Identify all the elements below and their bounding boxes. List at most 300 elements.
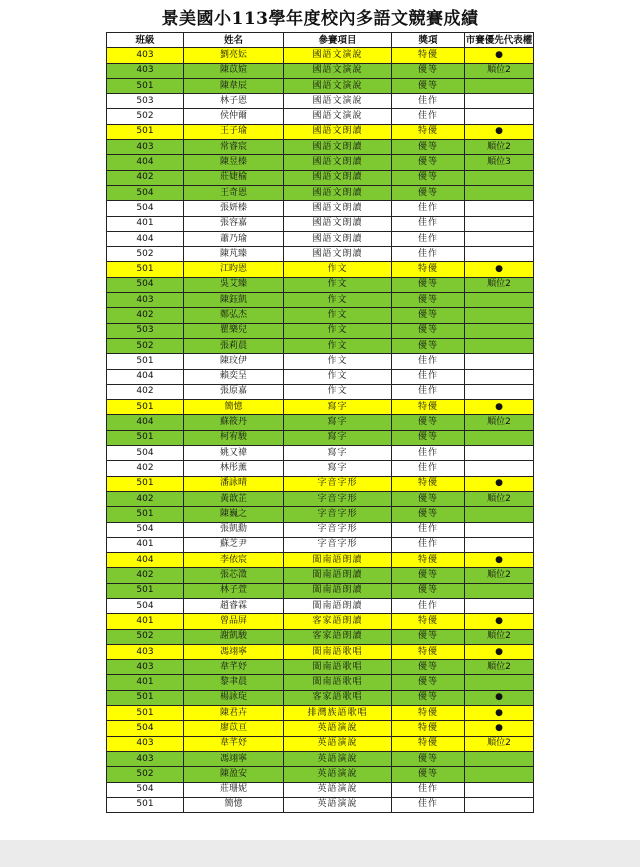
name-cell: 王奇恩 — [184, 185, 284, 200]
representative-cell — [465, 293, 534, 308]
table-row — [107, 751, 534, 766]
name-cell: 韋芊妤 — [184, 736, 284, 751]
representative-cell — [465, 507, 534, 522]
representative-cell — [465, 767, 534, 782]
representative-cell: ● — [465, 124, 534, 139]
class-cell: 502 — [107, 629, 184, 644]
results-body — [107, 48, 534, 813]
award-cell: 佳作 — [392, 201, 465, 216]
name-cell: 姚又禕 — [184, 446, 284, 461]
class-cell: 501 — [107, 262, 184, 277]
class-cell: 502 — [107, 109, 184, 124]
name-cell: 吳艾臻 — [184, 277, 284, 292]
table-row — [107, 660, 534, 675]
representative-cell: 順位2 — [465, 660, 534, 675]
item-cell: 國語文朗讀 — [284, 201, 392, 216]
table-row — [107, 400, 534, 415]
item-cell: 作文 — [284, 323, 392, 338]
award-cell: 特優 — [392, 721, 465, 736]
item-cell: 英語演說 — [284, 736, 392, 751]
item-cell: 國語文朗讀 — [284, 124, 392, 139]
representative-cell: 順位2 — [465, 736, 534, 751]
class-cell: 501 — [107, 430, 184, 445]
name-cell: 張妍榛 — [184, 201, 284, 216]
representative-cell: ● — [465, 690, 534, 705]
class-cell: 403 — [107, 644, 184, 659]
name-cell: 馮翊寧 — [184, 644, 284, 659]
table-row — [107, 491, 534, 506]
item-cell: 國語文朗讀 — [284, 140, 392, 155]
header-class: 班級 — [107, 33, 184, 48]
representative-cell — [465, 675, 534, 690]
class-cell: 502 — [107, 767, 184, 782]
name-cell: 林子恩 — [184, 94, 284, 109]
class-cell: 501 — [107, 124, 184, 139]
table-row — [107, 308, 534, 323]
table-row — [107, 170, 534, 185]
class-cell: 404 — [107, 155, 184, 170]
award-cell: 佳作 — [392, 537, 465, 552]
name-cell: 蕭乃瑜 — [184, 231, 284, 246]
table-row — [107, 262, 534, 277]
class-cell: 504 — [107, 522, 184, 537]
name-cell: 韋芊妤 — [184, 660, 284, 675]
award-cell: 優等 — [392, 78, 465, 93]
name-cell: 李依宸 — [184, 553, 284, 568]
name-cell: 楊詠琁 — [184, 690, 284, 705]
class-cell: 402 — [107, 461, 184, 476]
item-cell: 作文 — [284, 308, 392, 323]
page-title: 景美國小113學年度校內多語文競賽成績 — [161, 9, 479, 29]
award-cell: 特優 — [392, 400, 465, 415]
name-cell: 黃歆芷 — [184, 491, 284, 506]
item-cell: 閩南語歌唱 — [284, 660, 392, 675]
name-cell: 潘詠晴 — [184, 476, 284, 491]
class-cell: 501 — [107, 354, 184, 369]
item-cell: 閩南語朗讀 — [284, 553, 392, 568]
award-cell: 佳作 — [392, 446, 465, 461]
representative-cell: 順位2 — [465, 491, 534, 506]
item-cell: 寫字 — [284, 415, 392, 430]
table-row — [107, 415, 534, 430]
class-cell: 402 — [107, 491, 184, 506]
table-row — [107, 629, 534, 644]
class-cell: 502 — [107, 338, 184, 353]
representative-cell: ● — [465, 644, 534, 659]
name-cell: 張芯澂 — [184, 568, 284, 583]
table-row — [107, 446, 534, 461]
class-cell: 401 — [107, 537, 184, 552]
table-row — [107, 338, 534, 353]
representative-cell: 順位2 — [465, 568, 534, 583]
award-cell: 佳作 — [392, 598, 465, 613]
table-row — [107, 782, 534, 797]
award-cell: 優等 — [392, 583, 465, 598]
name-cell: 林子萱 — [184, 583, 284, 598]
item-cell: 國語文朗讀 — [284, 231, 392, 246]
representative-cell — [465, 522, 534, 537]
item-cell: 國語文演說 — [284, 94, 392, 109]
table-row — [107, 797, 534, 812]
name-cell: 江昀恩 — [184, 262, 284, 277]
name-cell: 蘇筱丹 — [184, 415, 284, 430]
award-cell: 優等 — [392, 293, 465, 308]
award-cell: 佳作 — [392, 782, 465, 797]
class-cell: 501 — [107, 690, 184, 705]
item-cell: 閩南語歌唱 — [284, 644, 392, 659]
header-award: 獎項 — [392, 33, 465, 48]
name-cell: 陳韋辰 — [184, 78, 284, 93]
representative-cell: 順位3 — [465, 155, 534, 170]
class-cell: 402 — [107, 170, 184, 185]
name-cell: 常睿宸 — [184, 140, 284, 155]
award-cell: 特優 — [392, 476, 465, 491]
item-cell: 英語演說 — [284, 751, 392, 766]
table-row — [107, 583, 534, 598]
class-cell: 504 — [107, 201, 184, 216]
name-cell: 林彤薰 — [184, 461, 284, 476]
class-cell: 403 — [107, 140, 184, 155]
table-row — [107, 598, 534, 613]
award-cell: 優等 — [392, 308, 465, 323]
table-row — [107, 675, 534, 690]
class-cell: 501 — [107, 78, 184, 93]
item-cell: 排灣族語歌唱 — [284, 706, 392, 721]
award-cell: 優等 — [392, 63, 465, 78]
class-cell: 401 — [107, 675, 184, 690]
table-row — [107, 706, 534, 721]
representative-cell — [465, 109, 534, 124]
representative-cell — [465, 308, 534, 323]
table-row — [107, 430, 534, 445]
table-row — [107, 185, 534, 200]
name-cell: 侯仲爾 — [184, 109, 284, 124]
representative-cell: 順位2 — [465, 277, 534, 292]
class-cell: 504 — [107, 782, 184, 797]
table-row — [107, 124, 534, 139]
representative-cell: ● — [465, 721, 534, 736]
item-cell: 字音字形 — [284, 491, 392, 506]
class-cell: 501 — [107, 706, 184, 721]
item-cell: 寫字 — [284, 446, 392, 461]
name-cell: 簡憶 — [184, 400, 284, 415]
item-cell: 寫字 — [284, 400, 392, 415]
name-cell: 趙睿霖 — [184, 598, 284, 613]
table-row — [107, 277, 534, 292]
name-cell: 陳昱榛 — [184, 155, 284, 170]
table-row — [107, 354, 534, 369]
award-cell: 優等 — [392, 491, 465, 506]
header-item: 參賽項目 — [284, 33, 392, 48]
item-cell: 字音字形 — [284, 537, 392, 552]
table-row — [107, 384, 534, 399]
award-cell: 特優 — [392, 644, 465, 659]
representative-cell: ● — [465, 48, 534, 63]
table-row — [107, 109, 534, 124]
item-cell: 英語演說 — [284, 721, 392, 736]
class-cell: 404 — [107, 231, 184, 246]
class-cell: 403 — [107, 63, 184, 78]
award-cell: 佳作 — [392, 522, 465, 537]
class-cell: 403 — [107, 751, 184, 766]
table-row — [107, 767, 534, 782]
class-cell: 504 — [107, 598, 184, 613]
item-cell: 英語演說 — [284, 782, 392, 797]
item-cell: 寫字 — [284, 430, 392, 445]
name-cell: 陳芃臻 — [184, 247, 284, 262]
table-row — [107, 522, 534, 537]
award-cell: 優等 — [392, 629, 465, 644]
name-cell: 張凱勳 — [184, 522, 284, 537]
table-row — [107, 553, 534, 568]
class-cell: 502 — [107, 247, 184, 262]
item-cell: 作文 — [284, 262, 392, 277]
name-cell: 瞿樂兒 — [184, 323, 284, 338]
class-cell: 402 — [107, 568, 184, 583]
item-cell: 客家語朗讀 — [284, 614, 392, 629]
table-row — [107, 644, 534, 659]
item-cell: 閩南語歌唱 — [284, 675, 392, 690]
representative-cell — [465, 384, 534, 399]
item-cell: 英語演說 — [284, 767, 392, 782]
representative-cell — [465, 537, 534, 552]
class-cell: 404 — [107, 415, 184, 430]
item-cell: 英語演說 — [284, 797, 392, 812]
representative-cell: ● — [465, 262, 534, 277]
award-cell: 特優 — [392, 124, 465, 139]
class-cell: 403 — [107, 48, 184, 63]
award-cell: 優等 — [392, 185, 465, 200]
award-cell: 佳作 — [392, 247, 465, 262]
class-cell: 501 — [107, 400, 184, 415]
table-row — [107, 721, 534, 736]
award-cell: 佳作 — [392, 369, 465, 384]
item-cell: 閩南語朗讀 — [284, 583, 392, 598]
name-cell: 簡憶 — [184, 797, 284, 812]
name-cell: 劉亮妘 — [184, 48, 284, 63]
table-row — [107, 216, 534, 231]
representative-cell — [465, 583, 534, 598]
name-cell: 廖苡亘 — [184, 721, 284, 736]
table-row — [107, 690, 534, 705]
table-row — [107, 369, 534, 384]
award-cell: 特優 — [392, 48, 465, 63]
item-cell: 國語文朗讀 — [284, 185, 392, 200]
item-cell: 國語文演說 — [284, 63, 392, 78]
name-cell: 馮翊寧 — [184, 751, 284, 766]
representative-cell — [465, 323, 534, 338]
name-cell: 鄭弘杰 — [184, 308, 284, 323]
representative-cell — [465, 78, 534, 93]
name-cell: 謝凱駿 — [184, 629, 284, 644]
representative-cell — [465, 247, 534, 262]
representative-cell — [465, 338, 534, 353]
representative-cell — [465, 430, 534, 445]
class-cell: 403 — [107, 293, 184, 308]
class-cell: 404 — [107, 369, 184, 384]
representative-cell — [465, 94, 534, 109]
name-cell: 曾品屏 — [184, 614, 284, 629]
award-cell: 佳作 — [392, 231, 465, 246]
award-cell: 佳作 — [392, 109, 465, 124]
table-row — [107, 78, 534, 93]
award-cell: 優等 — [392, 155, 465, 170]
item-cell: 客家語歌唱 — [284, 690, 392, 705]
representative-cell: ● — [465, 400, 534, 415]
item-cell: 字音字形 — [284, 476, 392, 491]
table-row — [107, 476, 534, 491]
item-cell: 閩南語朗讀 — [284, 598, 392, 613]
award-cell: 佳作 — [392, 94, 465, 109]
name-cell: 張莉晨 — [184, 338, 284, 353]
award-cell: 優等 — [392, 170, 465, 185]
award-cell: 佳作 — [392, 354, 465, 369]
award-cell: 優等 — [392, 675, 465, 690]
item-cell: 國語文演說 — [284, 78, 392, 93]
award-cell: 佳作 — [392, 461, 465, 476]
class-cell: 501 — [107, 583, 184, 598]
class-cell: 504 — [107, 446, 184, 461]
table-row — [107, 568, 534, 583]
representative-cell: 順位2 — [465, 415, 534, 430]
name-cell: 陳君卉 — [184, 706, 284, 721]
class-cell: 401 — [107, 216, 184, 231]
name-cell: 陳巍之 — [184, 507, 284, 522]
representative-cell: ● — [465, 476, 534, 491]
table-row — [107, 155, 534, 170]
item-cell: 字音字形 — [284, 522, 392, 537]
name-cell: 賴奕呈 — [184, 369, 284, 384]
name-cell: 黎聿晨 — [184, 675, 284, 690]
award-cell: 優等 — [392, 140, 465, 155]
award-cell: 優等 — [392, 323, 465, 338]
class-cell: 501 — [107, 797, 184, 812]
class-cell: 402 — [107, 384, 184, 399]
representative-cell — [465, 446, 534, 461]
table-row — [107, 323, 534, 338]
table-row — [107, 201, 534, 216]
representative-cell: 順位2 — [465, 63, 534, 78]
representative-cell — [465, 201, 534, 216]
table-row — [107, 231, 534, 246]
representative-cell: ● — [465, 553, 534, 568]
table-row — [107, 63, 534, 78]
table-row — [107, 247, 534, 262]
representative-cell — [465, 170, 534, 185]
award-cell: 優等 — [392, 338, 465, 353]
award-cell: 優等 — [392, 690, 465, 705]
class-cell: 504 — [107, 277, 184, 292]
representative-cell: ● — [465, 706, 534, 721]
class-cell: 504 — [107, 721, 184, 736]
award-cell: 優等 — [392, 415, 465, 430]
award-cell: 特優 — [392, 736, 465, 751]
name-cell: 張容嘉 — [184, 216, 284, 231]
item-cell: 作文 — [284, 277, 392, 292]
table-row — [107, 461, 534, 476]
name-cell: 莊珊妮 — [184, 782, 284, 797]
representative-cell — [465, 231, 534, 246]
class-cell: 404 — [107, 553, 184, 568]
award-cell: 優等 — [392, 277, 465, 292]
award-cell: 優等 — [392, 430, 465, 445]
award-cell: 特優 — [392, 706, 465, 721]
table-row — [107, 48, 534, 63]
header-representative: 市賽優先代表權 — [465, 33, 534, 48]
representative-cell — [465, 797, 534, 812]
item-cell: 國語文朗讀 — [284, 216, 392, 231]
name-cell: 陳盈安 — [184, 767, 284, 782]
header-row — [107, 33, 534, 48]
award-cell: 特優 — [392, 262, 465, 277]
representative-cell — [465, 354, 534, 369]
representative-cell — [465, 369, 534, 384]
name-cell: 柯宥駿 — [184, 430, 284, 445]
representative-cell — [465, 461, 534, 476]
award-cell: 優等 — [392, 660, 465, 675]
award-cell: 優等 — [392, 507, 465, 522]
class-cell: 401 — [107, 614, 184, 629]
table-row — [107, 507, 534, 522]
class-cell: 403 — [107, 736, 184, 751]
award-cell: 特優 — [392, 553, 465, 568]
representative-cell: 順位2 — [465, 140, 534, 155]
item-cell: 閩南語朗讀 — [284, 568, 392, 583]
table-row — [107, 140, 534, 155]
name-cell: 莊婕榆 — [184, 170, 284, 185]
item-cell: 國語文朗讀 — [284, 170, 392, 185]
item-cell: 作文 — [284, 338, 392, 353]
class-cell: 504 — [107, 185, 184, 200]
viewer-background — [0, 840, 640, 867]
item-cell: 客家語朗讀 — [284, 629, 392, 644]
table-row — [107, 736, 534, 751]
representative-cell — [465, 185, 534, 200]
representative-cell — [465, 782, 534, 797]
item-cell: 國語文朗讀 — [284, 247, 392, 262]
representative-cell: 順位2 — [465, 629, 534, 644]
name-cell: 陳苡媗 — [184, 63, 284, 78]
item-cell: 作文 — [284, 293, 392, 308]
item-cell: 作文 — [284, 384, 392, 399]
award-cell: 優等 — [392, 751, 465, 766]
representative-cell — [465, 598, 534, 613]
item-cell: 國語文演說 — [284, 109, 392, 124]
class-cell: 403 — [107, 660, 184, 675]
table-row — [107, 537, 534, 552]
award-cell: 佳作 — [392, 384, 465, 399]
name-cell: 張原嘉 — [184, 384, 284, 399]
name-cell: 王子瑜 — [184, 124, 284, 139]
header-name: 姓名 — [184, 33, 284, 48]
class-cell: 501 — [107, 476, 184, 491]
award-cell: 優等 — [392, 568, 465, 583]
name-cell: 陳玟伊 — [184, 354, 284, 369]
results-table — [106, 32, 534, 813]
name-cell: 蘇芝尹 — [184, 537, 284, 552]
class-cell: 503 — [107, 94, 184, 109]
award-cell: 特優 — [392, 614, 465, 629]
item-cell: 作文 — [284, 369, 392, 384]
item-cell: 國語文朗讀 — [284, 155, 392, 170]
class-cell: 402 — [107, 308, 184, 323]
award-cell: 優等 — [392, 767, 465, 782]
representative-cell — [465, 751, 534, 766]
item-cell: 字音字形 — [284, 507, 392, 522]
name-cell: 陳鈺凱 — [184, 293, 284, 308]
table-row — [107, 614, 534, 629]
award-cell: 佳作 — [392, 216, 465, 231]
